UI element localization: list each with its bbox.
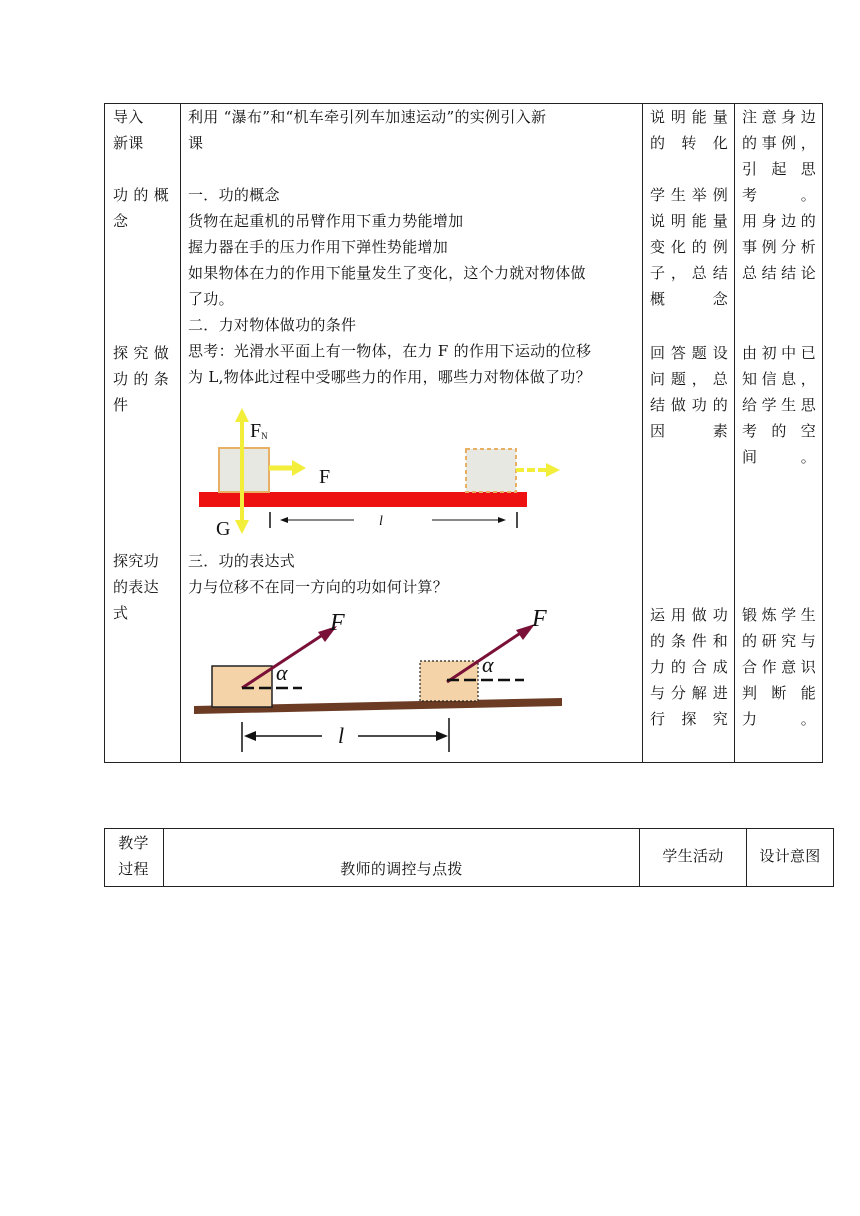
displacement-arrow-right <box>498 517 506 523</box>
displacement-arrow-left <box>280 517 288 523</box>
table-border-bottom <box>104 762 823 763</box>
displacement-label: l <box>338 723 345 748</box>
table-border-left <box>104 103 105 763</box>
displacement-arrow-right <box>436 731 448 741</box>
work-concept-section: 一．功的概念 货物在起重机的吊臂作用下重力势能增加 握力器在手的压力作用下弹性势能增加 如果物体在力的作用下能量发生了变化，这个力就对物体做 了功。 二．力对物体做功的条件 思考：光滑水平面上有一物体，在力 F 的作用下运动的位移 为 L,物体此过程中受哪些力的作用，哪些力对物体做了功？ <box>188 182 638 390</box>
table-border-right <box>833 828 834 887</box>
block-end <box>466 449 516 492</box>
force-dashed-arrow <box>546 463 560 477</box>
figure-angled-force <box>192 602 564 754</box>
normal-force-label: FN <box>250 420 268 442</box>
intent-intro: 注意身边 的事例， 引 起 思 考。 <box>742 108 816 204</box>
gravity-label: G <box>216 518 231 540</box>
intro-text: 利用 “瀑布”和“机车牵引列车加速运动”的实例引入新 课 <box>188 108 547 152</box>
section-title: 一．功的概念 <box>188 186 280 204</box>
table-divider-2 <box>642 103 643 763</box>
table-border-right <box>822 103 823 763</box>
stage-intro: 导入 新课 <box>113 108 144 152</box>
intent-expression: 锻炼学生 的研究与 合作意识 判 断 能 力。 <box>742 606 816 728</box>
table-border-bottom <box>104 886 834 887</box>
intent-concept: 用身边的 事例分析 总结结论 <box>742 212 816 282</box>
displacement-arrow-left <box>244 731 256 741</box>
stage-conditions: 探 究 做 功 的 条 件 <box>113 344 170 414</box>
activity-concept: 学生举例 说明能量 变化的例 子，总结 概念 <box>650 186 728 308</box>
force-arrow <box>292 460 306 476</box>
ground-surface <box>199 492 527 507</box>
table-divider-3 <box>734 103 735 763</box>
header-teacher-guidance: 教师的调控与点拨 <box>340 860 463 878</box>
stage-expression: 探究功 的表达 式 <box>113 552 159 622</box>
figure-frictionless-plane <box>190 402 570 542</box>
angle-left-label: α <box>276 660 288 685</box>
gravity-arrow <box>235 520 249 534</box>
work-expression-section: 三．功的表达式 力与位移不在同一方向的功如何计算？ <box>188 548 638 600</box>
header-student-activity: 学生活动 <box>662 847 724 865</box>
table-divider-1 <box>180 103 181 763</box>
force-left-label: F <box>330 610 345 636</box>
activity-intro: 说明能量 的转化 <box>650 108 728 152</box>
force-label: F <box>319 466 331 488</box>
section-title: 二．力对物体做功的条件 <box>188 316 357 334</box>
activity-conditions: 回答题设 问题，总 结做功的 因素 <box>650 344 728 440</box>
force-right-label: F <box>532 606 547 632</box>
normal-force-arrow <box>235 408 249 422</box>
header-process: 教学 过程 <box>118 834 149 878</box>
angle-right-label: α <box>482 652 494 677</box>
header-design-intent: 设计意图 <box>759 847 821 865</box>
displacement-label: l <box>379 514 383 529</box>
activity-expression: 运用做功 的条件和 力的合成 与分解进 行探究 <box>650 606 728 728</box>
section-title: 三．功的表达式 <box>188 552 296 570</box>
intent-conditions: 由初中已 知信息， 给学生思 考 的 空 间。 <box>742 344 816 466</box>
table-border-top <box>104 828 834 829</box>
stage-concept: 功 的 概 念 <box>113 186 170 230</box>
